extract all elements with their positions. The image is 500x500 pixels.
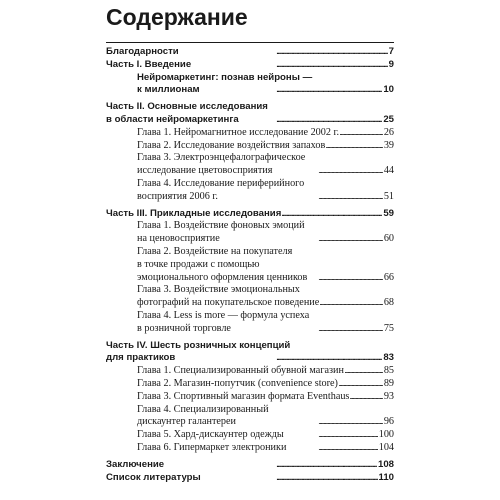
toc-entry-title: Нейромаркетинг: познав нейроны — (137, 71, 313, 83)
toc-entry-title: Глава 2. Воздействие на покупателя (137, 245, 293, 257)
toc-entry-title: Глава 2. Исследование воздействия запахов (137, 139, 326, 151)
toc-entry-title: эмоционального оформления ценников (137, 271, 308, 283)
toc-entry (106, 46, 394, 59)
toc-entry (106, 284, 394, 297)
toc-entry-page: 83 (383, 352, 394, 364)
toc-entry-title: в розничной торговле (137, 322, 231, 334)
toc-entry-page: 75 (383, 322, 394, 334)
table-of-contents (106, 40, 394, 484)
toc-entry (106, 442, 394, 455)
toc-entry-title: Список литературы (106, 471, 201, 483)
toc-entry-title: Часть III. Прикладные исследования (106, 207, 282, 219)
toc-entry-title: Заключение (106, 458, 165, 470)
toc-entry-title: Глава 5. Хард-дискаунтер одежды (137, 429, 284, 441)
toc-entry (106, 378, 394, 391)
toc-entry-page: 60 (383, 233, 394, 245)
toc-entry (106, 391, 394, 404)
toc-entry-title: Часть I. Введение (106, 58, 192, 70)
toc-entry (106, 459, 394, 472)
toc-entry-title: исследование цветовосприятия (137, 165, 273, 177)
toc-entry-page: 7 (388, 46, 394, 57)
toc-entry (106, 101, 394, 114)
toc-entry-page: 26 (383, 126, 394, 138)
toc-entry-title: Часть II. Основные исследования (106, 101, 268, 113)
toc-entry-page: 93 (383, 390, 394, 402)
toc-entry (106, 310, 394, 323)
toc-entry-page: 10 (383, 84, 394, 96)
toc-entry-page: 104 (378, 441, 394, 453)
toc-entry-title: к миллионам (137, 84, 200, 96)
toc-entry-page: 68 (383, 297, 394, 309)
toc-entry-title: в точке продажи с помощью (137, 258, 260, 270)
toc-entry-title: Глава 6. Гипермаркет электроники (137, 441, 287, 453)
toc-entry-page: 9 (388, 58, 394, 70)
toc-entry-page: 110 (378, 471, 394, 483)
toc-entry (106, 165, 394, 178)
toc-entry (106, 472, 394, 485)
toc-entry-page: 25 (383, 113, 394, 125)
toc-entry-page: 59 (383, 207, 394, 219)
toc-entry-title: Благодарности (106, 46, 179, 57)
toc-entry (106, 191, 394, 204)
toc-entry-title: Глава 2. Магазин-попутчик (convenience store) (137, 377, 338, 389)
toc-entry (106, 84, 394, 97)
toc-entry-title: Глава 3. Воздействие эмоциональных (137, 284, 300, 296)
toc-entry-title: Глава 3. Электроэнцефалографическое (137, 152, 306, 164)
toc-entry (106, 178, 394, 191)
toc-entry (106, 72, 394, 85)
toc-entry-title: восприятия 2006 г. (137, 190, 218, 202)
toc-entry (106, 233, 394, 246)
toc-entry-page: 108 (377, 458, 394, 470)
page-title: Содержание (106, 4, 248, 30)
toc-entry (106, 365, 394, 378)
heading-rule (106, 42, 394, 43)
toc-entry-title: дискаунтер галантереи (137, 416, 237, 428)
toc-entry-page: 100 (378, 429, 394, 441)
toc-entry (106, 259, 394, 272)
toc-entry (106, 323, 394, 336)
toc-entry (106, 297, 394, 310)
toc-entry (106, 152, 394, 165)
toc-entry-title: Глава 4. Специализированный (137, 403, 269, 415)
toc-entry (106, 416, 394, 429)
toc-entry (106, 340, 394, 353)
toc-entry (106, 114, 394, 127)
toc-entry-page: 66 (383, 271, 394, 283)
toc-entry-page: 96 (383, 416, 394, 428)
toc-entry (106, 220, 394, 233)
toc-entry-page: 85 (383, 365, 394, 377)
toc-entry (106, 352, 394, 365)
toc-entry-title: Глава 4. Less is more — формула успеха (137, 309, 310, 321)
toc-entry (106, 140, 394, 153)
toc-entry-title: Глава 1. Нейромагнитное исследование 2002 г. (137, 126, 340, 138)
toc-entry-page: 89 (383, 377, 394, 389)
toc-entry-title: для практиков (106, 352, 176, 364)
toc-entry (106, 127, 394, 140)
toc-entry-page: 44 (383, 165, 394, 177)
toc-entry (106, 404, 394, 417)
toc-entry (106, 208, 394, 221)
toc-entry (106, 246, 394, 259)
toc-entry-page: 39 (383, 139, 394, 151)
toc-entry-title: Глава 1. Специализированный обувной магазин (137, 365, 344, 377)
toc-entry-title: Глава 3. Спортивный магазин формата Eventhaus (137, 390, 350, 402)
toc-entry-title: Глава 4. Исследование периферийного (137, 177, 305, 189)
toc-entry (106, 272, 394, 285)
toc-entry-title: в области нейромаркетинга (106, 113, 239, 125)
toc-entry-title: на ценовосприятие (137, 233, 220, 245)
toc-entry-title: фотографий на покупательское поведение (137, 297, 320, 309)
toc-entry-title: Глава 1. Воздействие фоновых эмоций (137, 220, 305, 232)
toc-entry-title: Часть IV. Шесть розничных концепций (106, 339, 291, 351)
toc-entry-page: 51 (383, 190, 394, 202)
toc-entry (106, 429, 394, 442)
toc-entry (106, 59, 394, 72)
